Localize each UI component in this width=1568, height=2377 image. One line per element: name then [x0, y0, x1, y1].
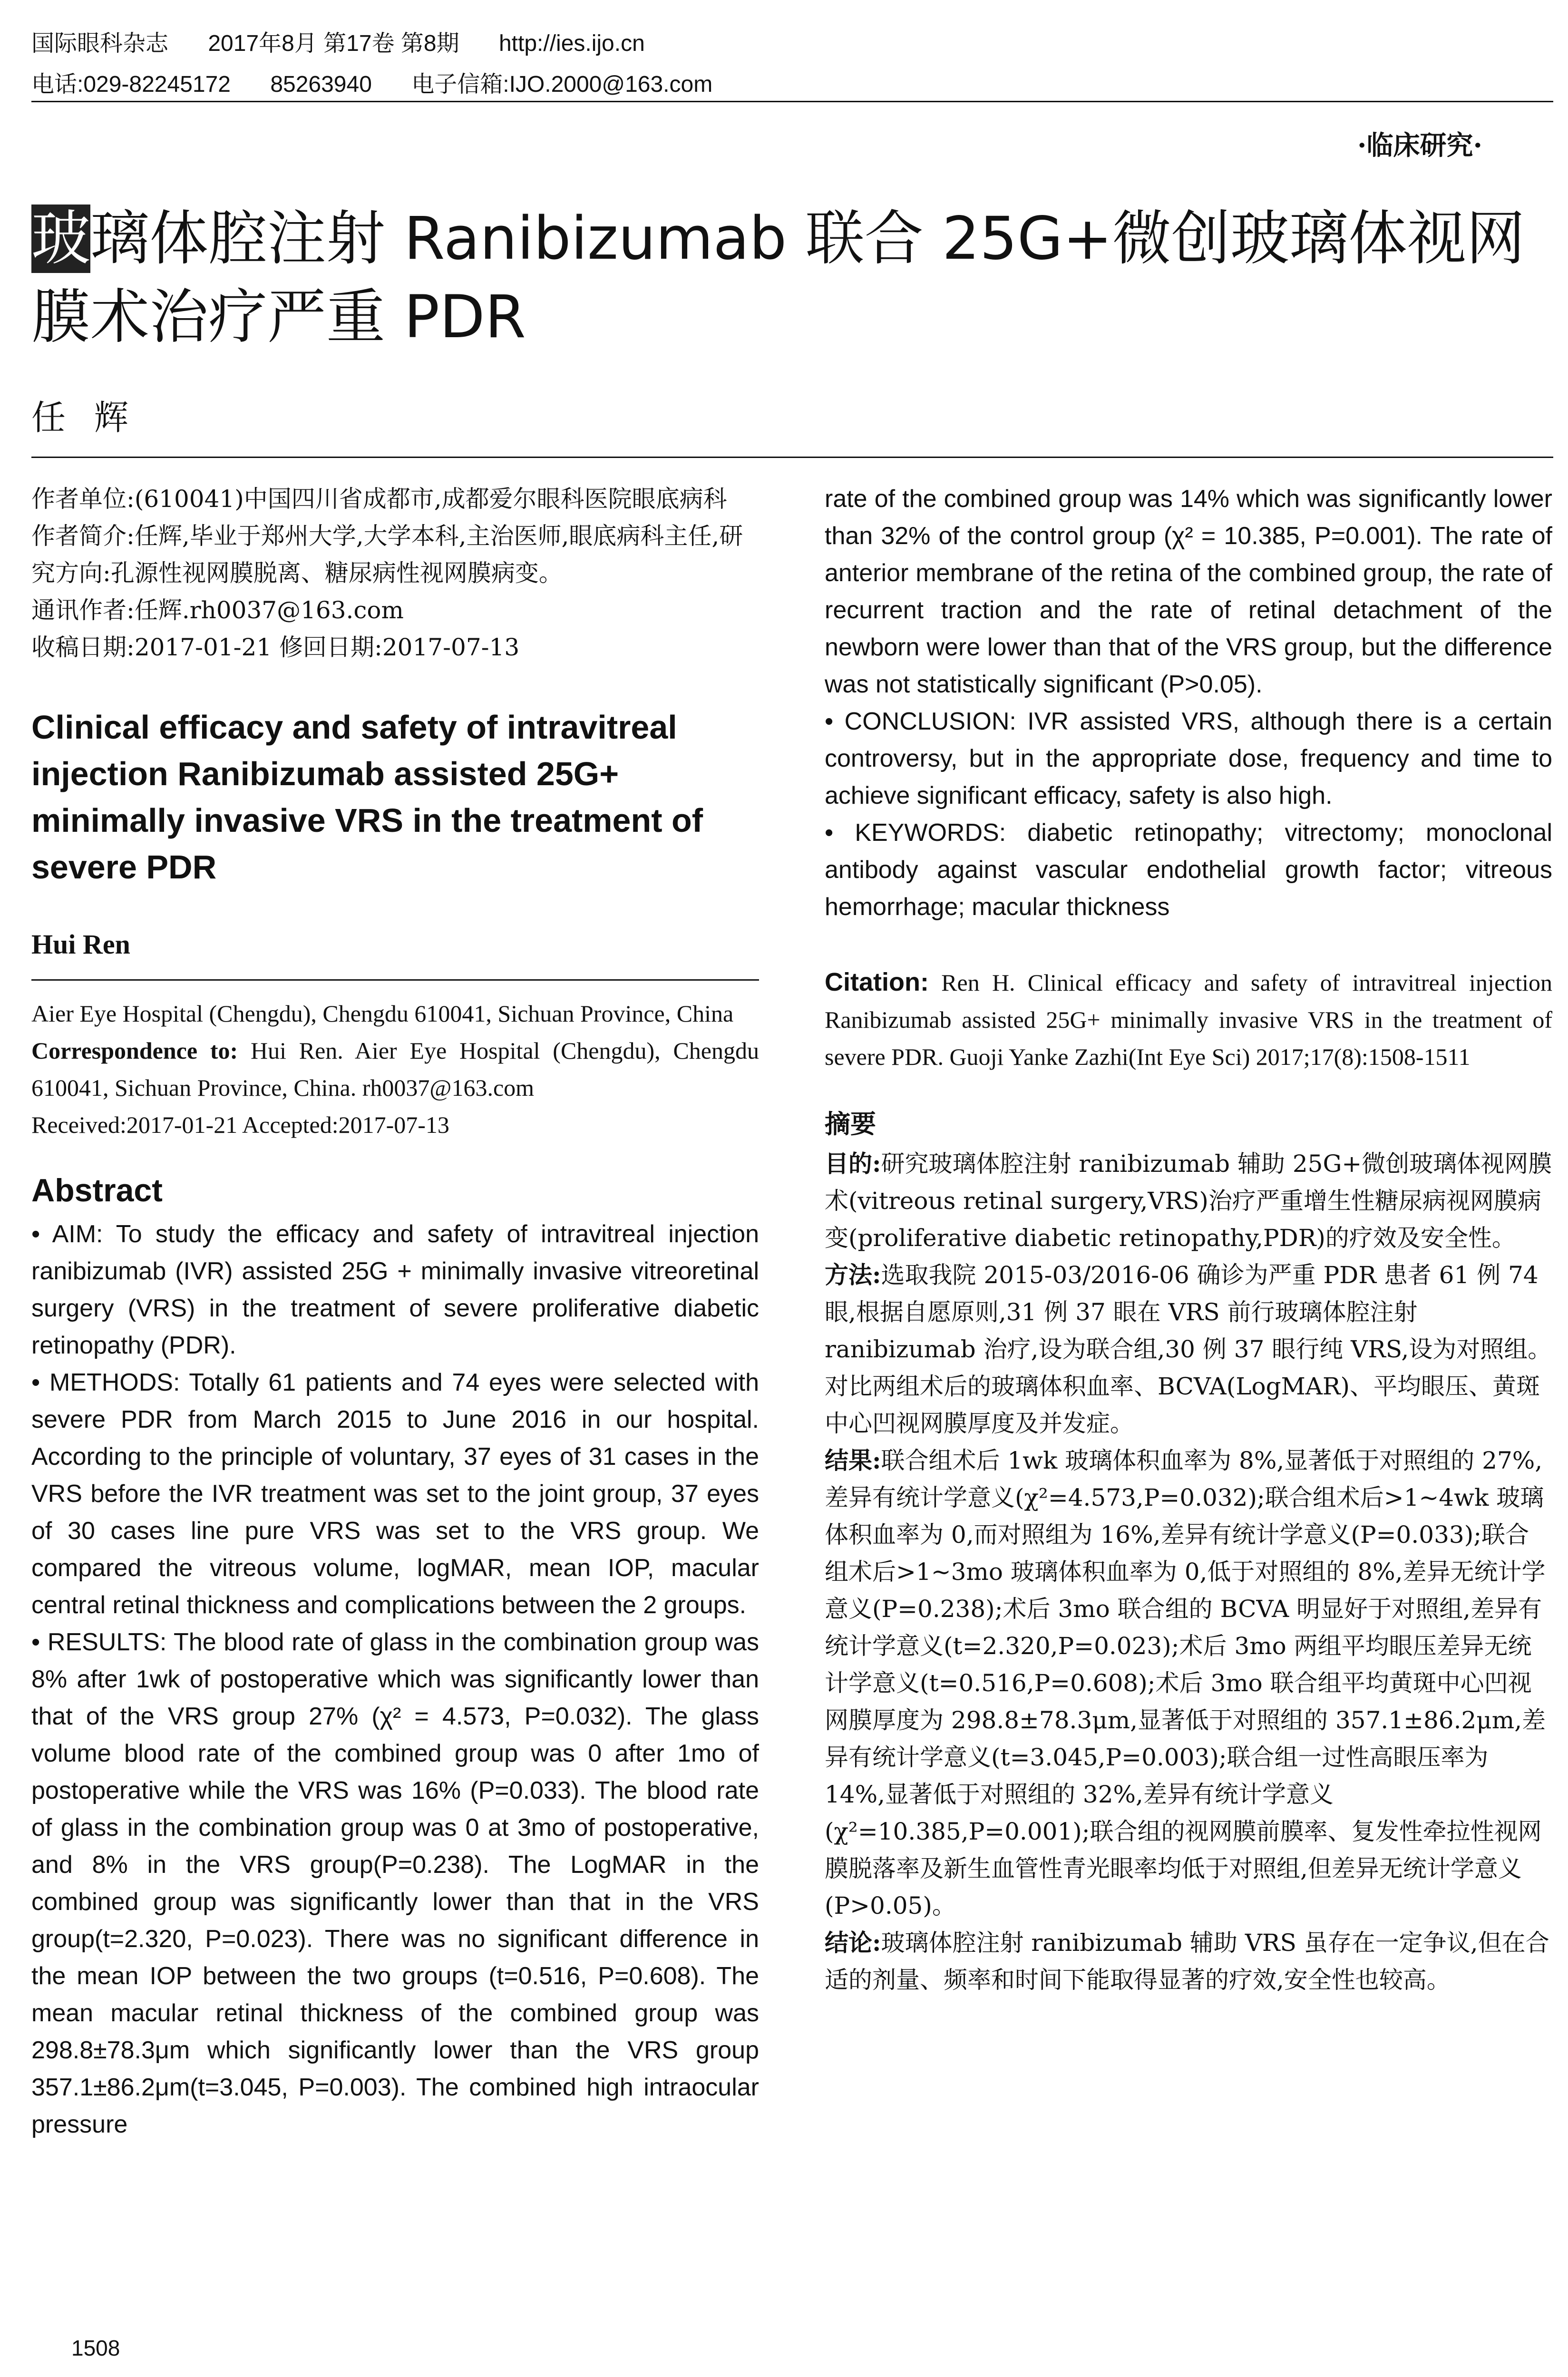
author-rule	[31, 457, 1553, 458]
header-rule	[31, 101, 1553, 102]
english-affiliation: Aier Eye Hospital (Chengdu), Chengdu 610041, Sichuan Province, China	[31, 1000, 734, 1027]
correspondence-label: Correspondence to:	[31, 1037, 238, 1064]
citation-label: Citation:	[825, 968, 929, 996]
abstract-methods: • METHODS: Totally 61 patients and 74 eyes were selected with severe PDR from March 2015 to June 2016 in our hospital. According to the principle of voluntary, 37 eyes of 31 cases in the VRS before the IVR treatment was set to the joint group, 37 eyes of 30 cases line pure VRS was set to the VRS group. We compared the vitreous volume, logMAR, mean IOP, macular central retinal thickness and complications between the 2 groups.	[31, 1369, 759, 1619]
journal-website[interactable]: http://ies.ijo.cn	[498, 31, 645, 56]
journal-name: 国际眼科杂志	[31, 31, 169, 56]
cn-methods-text: 选取我院 2015-03/2016-06 确诊为严重 PDR 患者 61 例 74 眼,根据自愿原则,31 例 37 眼在 VRS 前行玻璃体腔注射 ranibizumab 治疗,设为联合组,30 例 37 眼行纯 VRS,设为对照组。对比两组术后的玻璃体积血率、BCVA(LogMAR)、平均眼压、黄斑中心凹视网膜厚度及并发症。	[825, 1261, 1552, 1437]
right-column	[825, 480, 1552, 1998]
abstract-conclusion: • CONCLUSION: IVR assisted VRS, although there is a certain controversy, but in the appropriate dose, frequency and time to achieve significant efficacy, safety is also high.	[825, 708, 1552, 809]
dates-cn: 收稿日期:2017-01-21 修回日期:2017-07-13	[31, 633, 520, 661]
abstract-results-continued: rate of the combined group was 14% which was significantly lower than 32% of the control group (χ² = 10.385, P=0.001). The rate of anterior membrane of the retina of the combined group, the rate of recurrent traction and the rate of retinal detachment of the newborn were lower than that of the VRS group, but the difference was not statistically significant (P>0.05).	[825, 485, 1552, 698]
cn-results-label: 结果:	[825, 1446, 881, 1474]
cn-aim-label: 目的:	[825, 1150, 881, 1178]
abstract-aim: • AIM: To study the efficacy and safety of intravitreal injection ranibizumab (IVR) assisted 25G + minimally invasive vitreoretinal surgery (VRS) in the treatment of severe proliferative diabetic retinopathy (PDR).	[31, 1220, 759, 1359]
journal-phone: 电话:029-82245172	[31, 72, 231, 97]
journal-phone2: 85263940	[270, 72, 372, 97]
english-correspondence	[31, 1032, 759, 1106]
citation	[825, 964, 1552, 1075]
cn-results	[825, 1442, 1552, 1924]
cn-results-text: 联合组术后 1wk 玻璃体积血率为 8%,显著低于对照组的 27%,差异有统计学意义(χ²=4.573,P=0.032);联合组术后>1~4wk 玻璃体积血率为 0,而对照组为 16%,差异有统计学意义(P=0.033);联合组术后>1~3mo 玻璃体积血率为 0,低于对照组的 8%,差异无统计学意义(P=0.238);术后 3mo 联合组的 BCVA 明显好于对照组,差异有统计学意义(t=2.320,P=0.023);术后 3mo 两组平均眼压差异无统计学意义(t=0.516,P=0.608);术后 3mo 联合组平均黄斑中心凹视网膜厚度为 298.8±78.3μm,显著低于对照组的 357.1±86.2μm,差异有统计学意义(t=3.045,P=0.003);联合组一过性高眼压率为 14%,显著低于对照组的 32%,差异有统计学意义(χ²=10.385,P=0.001);联合组的视网膜前膜率、复发性牵拉性视网膜脱落率及新生血管性青光眼率均低于对照组,但差异无统计学意义(P>0.05)。	[825, 1447, 1546, 1919]
bio-cn: 作者简介:任辉,毕业于郑州大学,大学本科,主治医师,眼底病科主任,研究方向:孔源性视网膜脱离、糖尿病性视网膜病变。	[31, 522, 743, 587]
abstract-results: • RESULTS: The blood rate of glass in the combination group was 8% after 1wk of postoperative which was significantly lower than that of the VRS group 27% (χ² = 4.573, P=0.032). The glass volume blood rate of the combined group was 0 after 1mo of postoperative while the VRS was 16% (P=0.033). The blood rate of glass in the combination group was 0 at 3mo of postoperative, and 8% in the VRS group(P=0.238). The LogMAR in the combined group was significantly lower than that in the VRS group(t=2.320, P=0.023). There was no significant difference in the mean IOP between the two groups (t=0.516, P=0.608). The mean macular retinal thickness of the combined group was 298.8±78.3μm which significantly lower than the VRS group 357.1±86.2μm(t=3.045, P=0.003). The combined high intraocular pressure	[31, 1628, 759, 2138]
english-dates: Received:2017-01-21 Accepted:2017-07-13	[31, 1111, 449, 1138]
journal-issue: 2017年8月 第17卷 第8期	[208, 31, 459, 56]
citation-text: Ren H. Clinical efficacy and safety of intravitreal injection Ranibizumab assisted 25G+ minimally invasive VRS in the treatment of severe PDR. Guoji Yanke Zazhi(Int Eye Sci) 2017;17(8):1508-1511	[825, 969, 1552, 1070]
abstract-heading: Abstract	[31, 1172, 163, 1208]
correspondence-cn: 通讯作者:任辉.rh0037@163.com	[31, 596, 404, 624]
cn-methods	[825, 1257, 1552, 1442]
cn-abstract-heading: 摘要	[825, 1109, 876, 1139]
cn-conclusion-text: 玻璃体腔注射 ranibizumab 辅助 VRS 虽存在一定争议,但在合适的剂量、频率和时间下能取得显著的疗效,安全性也较高。	[825, 1929, 1549, 1994]
article-title	[31, 200, 1544, 357]
affiliation-cn: 作者单位:(610041)中国四川省成都市,成都爱尔眼科医院眼底病科	[31, 485, 727, 513]
journal-header-line2	[31, 66, 746, 98]
journal-email[interactable]: 电子信箱:IJO.2000@163.com	[411, 72, 713, 97]
cn-conclusion	[825, 1924, 1552, 1998]
english-title: Clinical efficacy and safety of intravitreal injection Ranibizumab assisted 25G+ minimally invasive VRS in the treatment of severe PDR	[31, 709, 703, 886]
affiliation-rule	[31, 979, 759, 981]
abstract-keywords: • KEYWORDS: diabetic retinopathy; vitrectomy; monoclonal antibody against vascular endothelial growth factor; vitreous hemorrhage; macular thickness	[825, 819, 1552, 921]
section-tag: ·临床研究·	[1357, 130, 1482, 161]
page-number: 1508	[71, 2336, 120, 2360]
title-rest: 璃体腔注射 Ranibizumab 联合 25G+微创玻璃体视网膜术治疗严重 PDR	[31, 205, 1525, 351]
cn-methods-label: 方法:	[825, 1261, 881, 1289]
journal-header-line1	[31, 25, 678, 58]
left-column	[31, 480, 759, 2143]
cn-aim	[825, 1145, 1552, 1257]
author-cn: 任辉	[31, 398, 157, 438]
title-first-char: 玻	[31, 205, 91, 273]
correspondence-text: Hui Ren. Aier Eye Hospital (Chengdu), Chengdu 610041, Sichuan Province, China. rh0037@163.com	[31, 1037, 759, 1101]
cn-conclusion-label: 结论:	[825, 1929, 881, 1957]
english-author: Hui Ren	[31, 929, 130, 960]
cn-aim-text: 研究玻璃体腔注射 ranibizumab 辅助 25G+微创玻璃体视网膜术(vitreous retinal surgery,VRS)治疗严重增生性糖尿病视网膜病变(proliferative diabetic retinopathy,PDR)的疗效及安全性。	[825, 1150, 1552, 1252]
